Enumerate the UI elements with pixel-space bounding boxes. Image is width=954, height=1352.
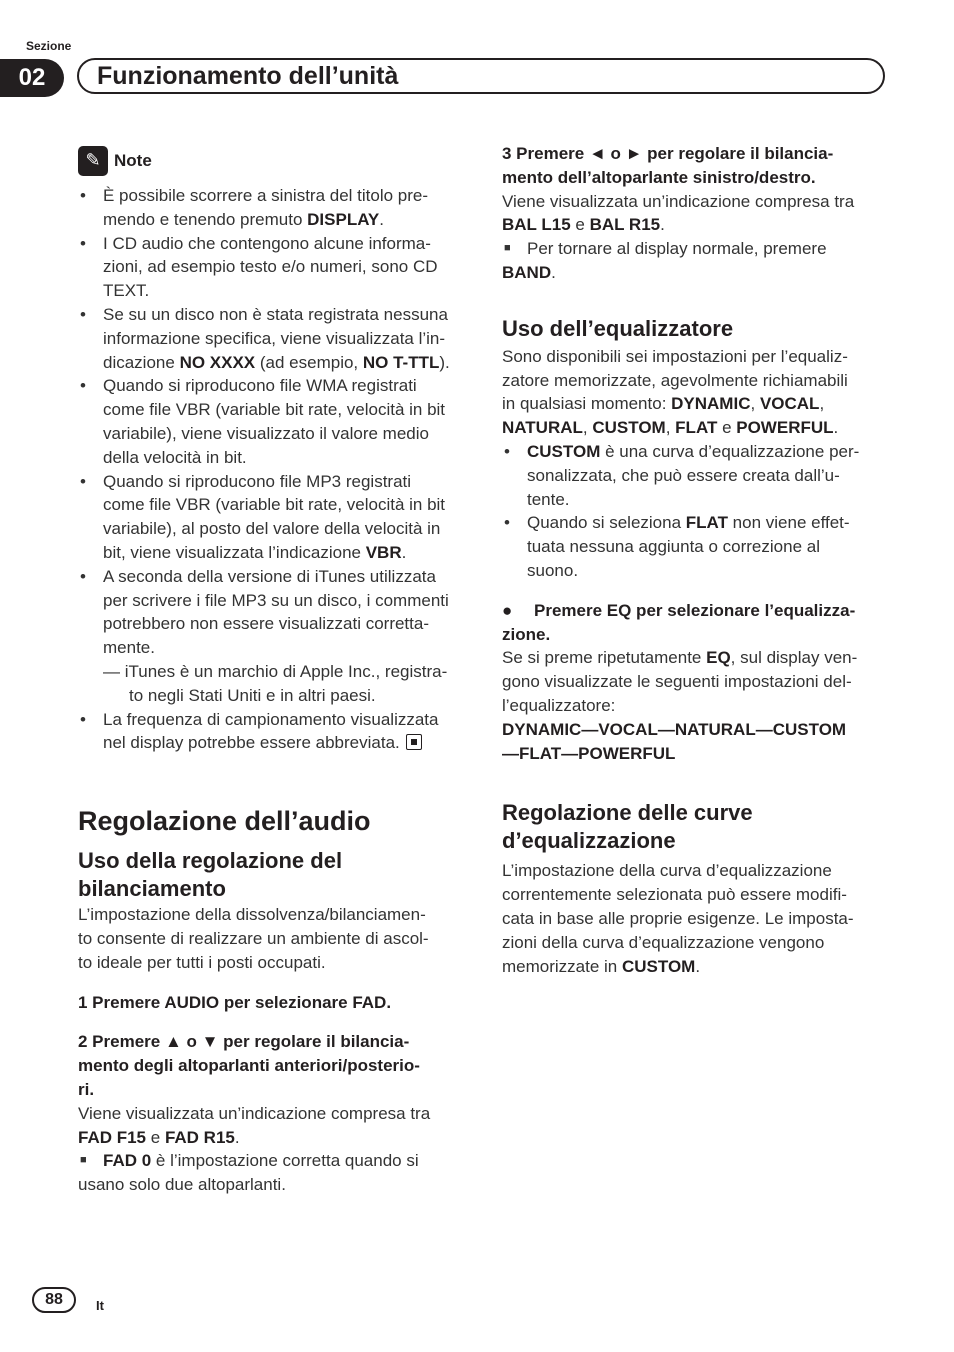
note-bullet-5: • Quando si riproducono file MP3 registrati come file VBR (variable bit rate, velocità in bit variabile), al posto del valore della velocità in bit, viene visualizzata l’indicazione VBR. [80, 471, 446, 562]
curves-heading: Regolazione delle curve d’equalizzazione [502, 800, 753, 854]
language-code: It [96, 1298, 104, 1313]
step-1: 1 Premere AUDIO per selezionare FAD. [78, 992, 392, 1012]
note-subitem: — iTunes è un marchio di Apple Inc., registra- to negli Stati Uniti e in altri paesi. [103, 661, 448, 705]
note-header [78, 146, 466, 176]
left-column [78, 146, 466, 1197]
note-bullet-4: • Quando si riproducono file WMA registrati come file VBR (variable bit rate, velocità in bit variabile), viene visualizzato il valore medio della velocità in bit. [80, 376, 446, 467]
note-bullet-1: • È possibile scorrere a sinistra del titolo pre- mendo e tenendo premuto DISPLAY. [80, 186, 429, 229]
note-bullet-6: • A seconda della versione di iTunes utilizzata per scrivere i file MP3 su un disco, i commenti potrebbero non essere visualizzati corretta- mente. [80, 566, 449, 658]
end-of-section-icon [406, 734, 422, 750]
page-number: 88 [32, 1287, 76, 1313]
audio-heading: Regolazione dell’audio [78, 806, 371, 837]
eq-step: ● Premere EQ per selezionare l’equalizza- zione. [502, 600, 856, 644]
eq-step-desc: Se si preme ripetutamente EQ, sul display ven- gono visualizzate le seguenti impostazioni del- l’equalizzatore: [502, 648, 858, 715]
eq-heading: Uso dell’equalizzatore [502, 315, 734, 341]
back-note: ■ Per tornare al display normale, premere BAND. [502, 239, 827, 282]
step-3: 3 Premere ◄ o ► per regolare il bilancia- mento dell’altoparlante sinistro/destro. [502, 144, 834, 187]
section-label: Sezione [26, 39, 72, 53]
note-bullet-7: • La frequenza di campionamento visualizzata nel display potrebbe essere abbreviata. [80, 709, 439, 753]
balance-heading: Uso della regolazione del bilanciamento [78, 848, 343, 902]
note-title: Note [114, 151, 152, 171]
right-column [502, 142, 894, 978]
section-title-text: Funzionamento dell’unità [97, 61, 399, 90]
eq-bullet-flat: • Quando si seleziona FLAT non viene effet- tuata nessuna aggiunta o correzione al suono. [504, 513, 850, 580]
balance-intro: L’impostazione della dissolvenza/bilanciamen- to consente di realizzare un ambiente di ascol- to ideale per tutti i posti occupati. [78, 905, 429, 972]
eq-bullet-custom: • CUSTOM è una curva d’equalizzazione per- sonalizzata, che può essere creata dall’u- tente. [504, 441, 860, 509]
step-3-desc: Viene visualizzata un’indicazione compresa tra BAL L15 e BAL R15. [502, 191, 855, 235]
fad0-note: ■ FAD 0 è l’impostazione corretta quando si usano solo due altoparlanti. [78, 1151, 419, 1195]
pencil-note-icon: ✎ [78, 146, 108, 176]
section-title [77, 58, 885, 94]
step-2: 2 Premere ▲ o ▼ per regolare il bilancia- mento degli altoparlanti anteriori/posterio- ri. [78, 1032, 420, 1099]
step-2-desc: Viene visualizzata un’indicazione compresa tra FAD F15 e FAD R15. [78, 1103, 431, 1147]
note-bullet-2: • I CD audio che contengono alcune informa- zioni, ad esempio testo e/o numeri, sono CD TEXT. [80, 233, 438, 301]
section-number-badge: 02 [0, 59, 64, 97]
eq-intro: Sono disponibili sei impostazioni per l’equaliz- zatore memorizzate, agevolmente richiamabili in qualsiasi momento: DYNAMIC, VOCAL, NATURAL, CUSTOM, FLAT e POWERFUL. [502, 346, 848, 438]
note-bullet-3: • Se su un disco non è stata registrata nessuna informazione specifica, viene visualizzata l’in- dicazione NO XXXX (ad esempio, NO T-TTL). [80, 304, 450, 372]
eq-sequence: DYNAMIC—VOCAL—NATURAL—CUSTOM —FLAT—POWERFUL [502, 719, 847, 763]
curves-text: L’impostazione della curva d’equalizzazione correntemente selezionata può essere modifi- cata in base alle proprie esigenze. Le imposta- zioni della curva d’equalizzazione vengono memorizzate in CUSTOM. [502, 861, 854, 976]
